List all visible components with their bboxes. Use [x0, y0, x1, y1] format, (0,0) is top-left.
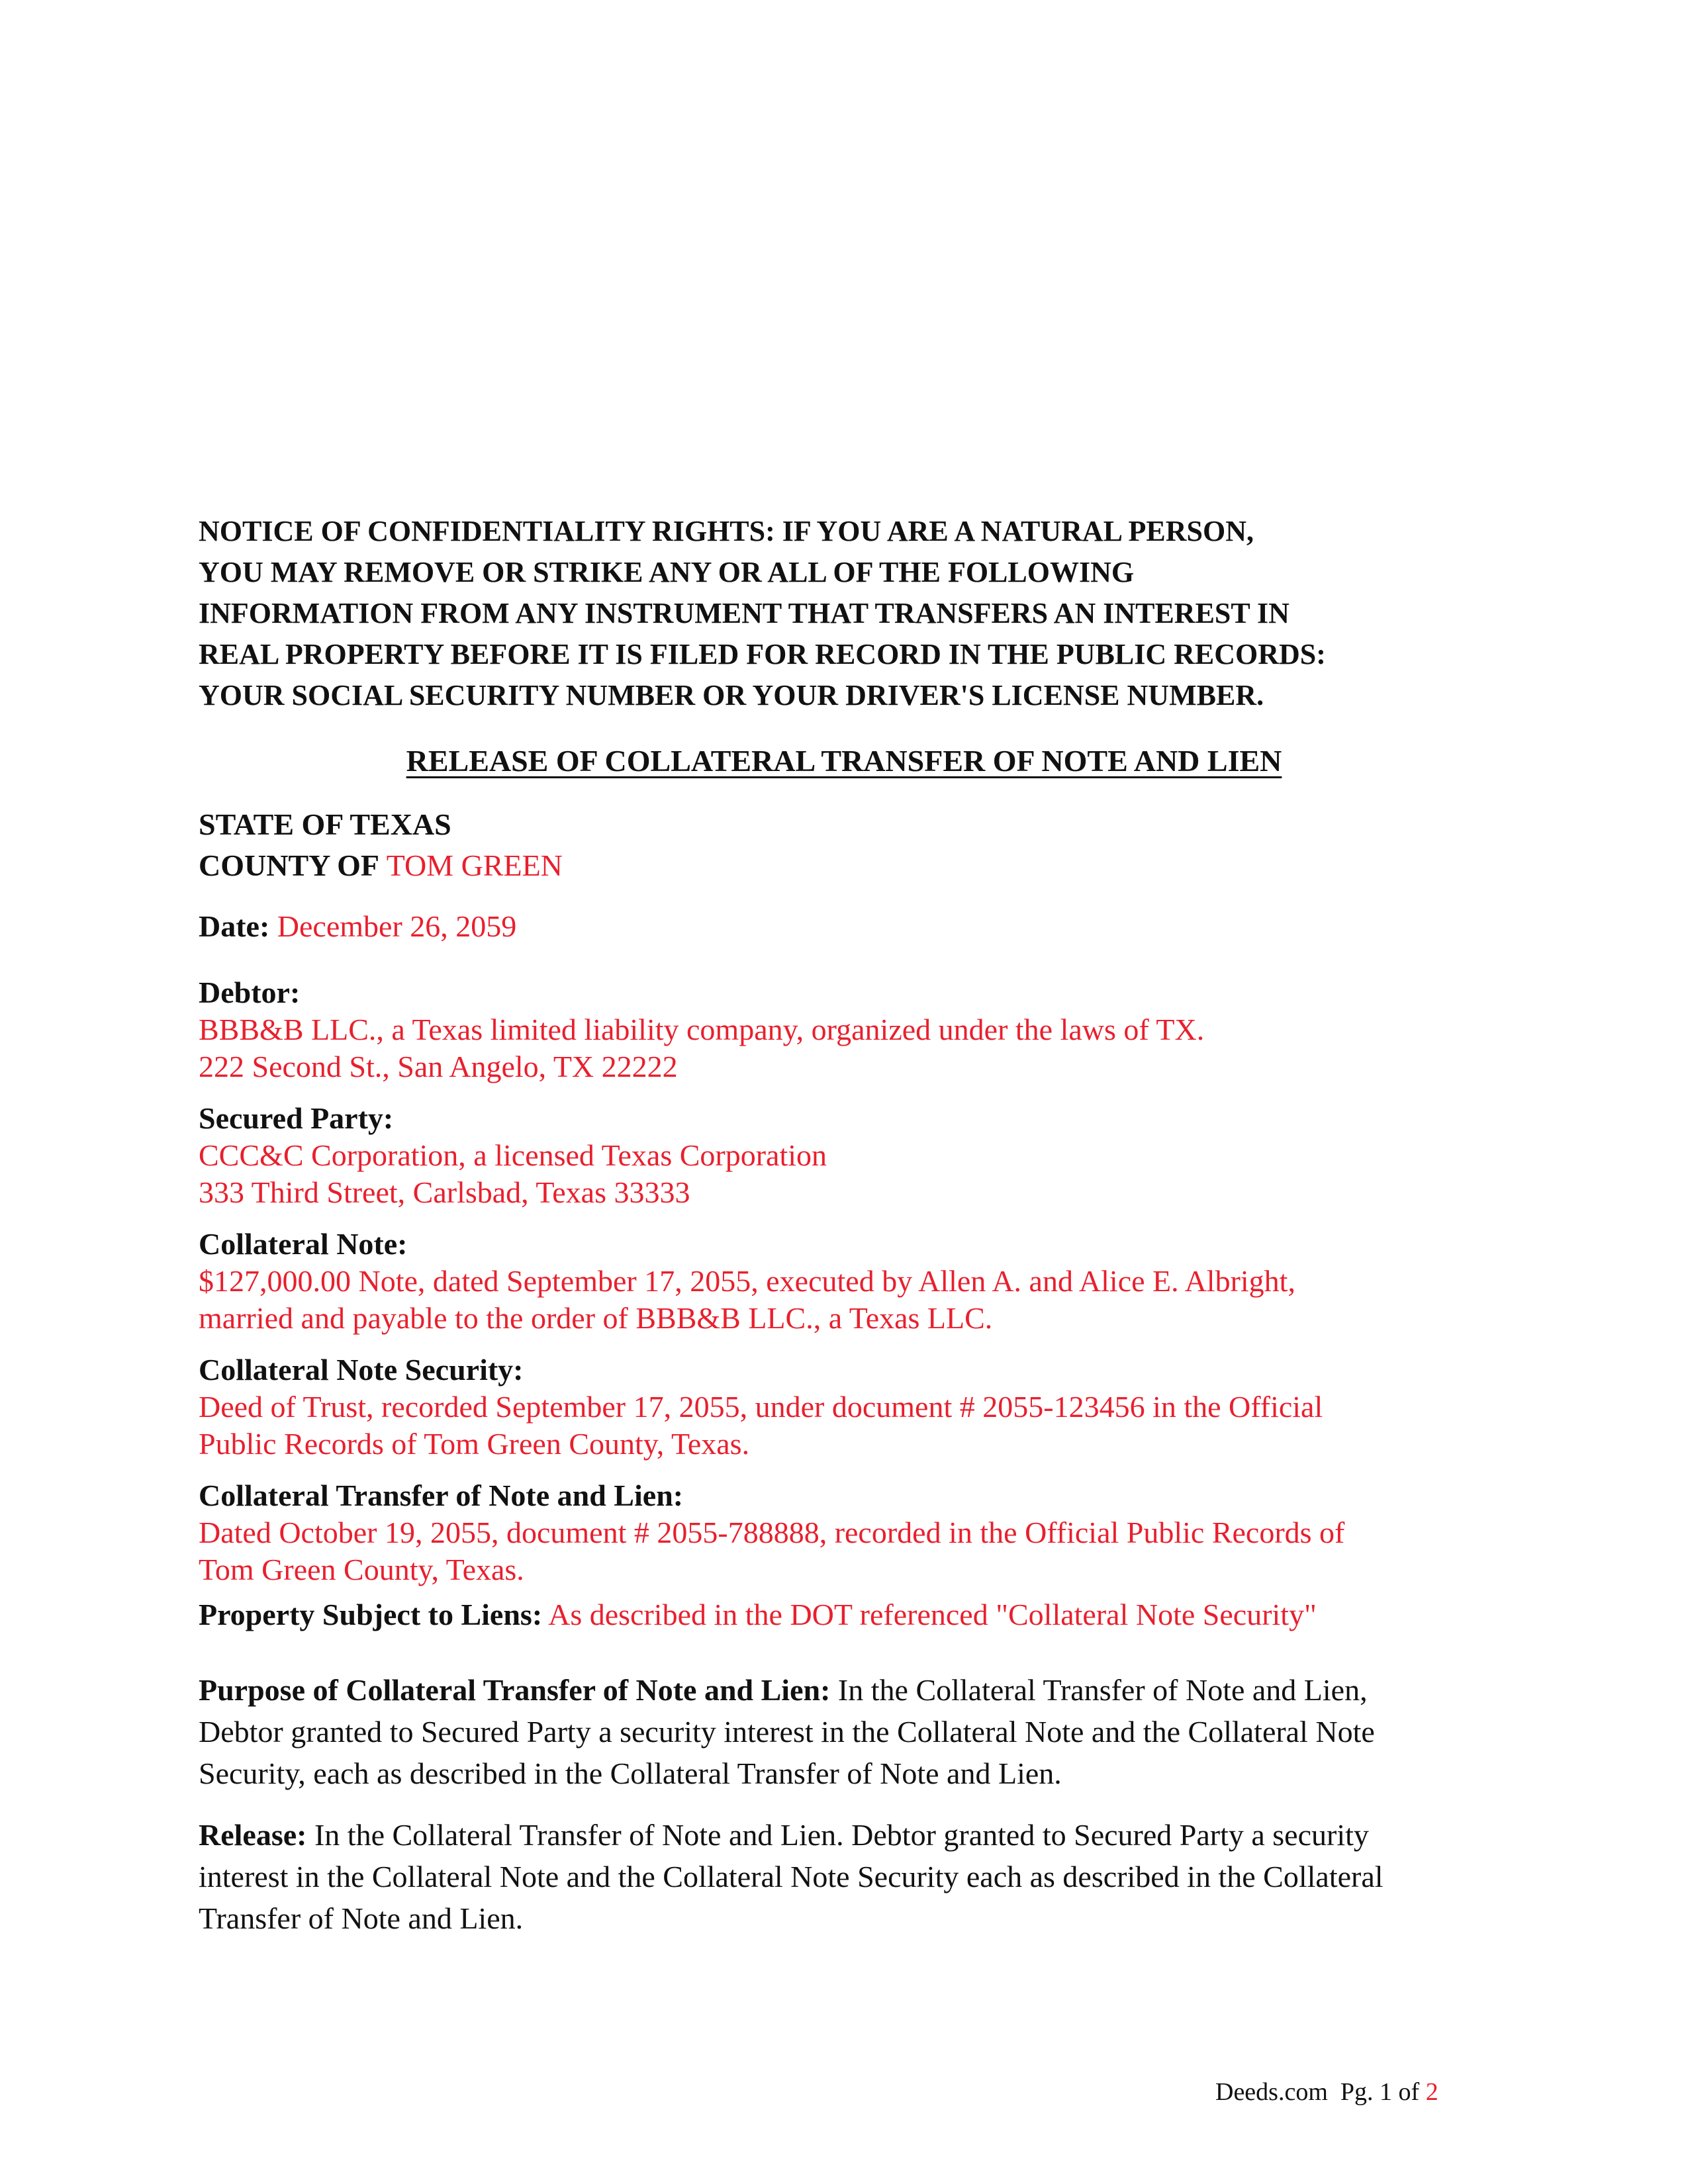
- footer-page-number: 1: [1380, 2078, 1393, 2106]
- release-first-line: [199, 1814, 1496, 1856]
- collateral-transfer-line: Dated October 19, 2055, document # 2055-788888, recorded in the Official Public Records of: [199, 1516, 1345, 1549]
- venue-block: [199, 804, 1496, 886]
- collateral-note-security-block: [199, 1351, 1496, 1463]
- purpose-paragraph: [199, 1669, 1496, 1794]
- notice-line: YOU MAY REMOVE OR STRIKE ANY OR ALL OF THE FOLLOWING: [199, 556, 1135, 588]
- collateral-note-security-label: Collateral Note Security:: [199, 1353, 524, 1387]
- collateral-note-line: $127,000.00 Note, dated September 17, 2055, executed by Allen A. and Alice E. Albright,: [199, 1264, 1295, 1298]
- secured-party-line: CCC&C Corporation, a licensed Texas Corporation: [199, 1138, 827, 1172]
- footer-site: Deeds.com: [1215, 2078, 1328, 2106]
- release-line: interest in the Collateral Note and the Collateral Note Security each as described in the Collateral: [199, 1860, 1383, 1893]
- purpose-first-line: [199, 1669, 1496, 1711]
- purpose-text: In the Collateral Transfer of Note and Lien,: [837, 1673, 1368, 1707]
- secured-party-block: [199, 1100, 1496, 1211]
- release-text: In the Collateral Transfer of Note and Lien. Debtor granted to Secured Party a security: [314, 1818, 1369, 1852]
- secured-party-label: Secured Party:: [199, 1101, 394, 1135]
- notice-line: REAL PROPERTY BEFORE IT IS FILED FOR RECORD IN THE PUBLIC RECORDS:: [199, 638, 1326, 670]
- purpose-line: Debtor granted to Secured Party a security interest in the Collateral Note and the Collateral Note: [199, 1715, 1375, 1749]
- collateral-transfer-block: [199, 1477, 1496, 1588]
- secured-party-line: 333 Third Street, Carlsbad, Texas 33333: [199, 1175, 690, 1209]
- state-line: STATE OF TEXAS: [199, 807, 451, 841]
- property-value: As described in the DOT referenced "Collateral Note Security": [548, 1598, 1317, 1631]
- release-label: Release:: [199, 1818, 307, 1852]
- notice-line: NOTICE OF CONFIDENTIALITY RIGHTS: IF YOU ARE A NATURAL PERSON,: [199, 515, 1254, 547]
- date-block: [199, 908, 1496, 945]
- document-title: RELEASE OF COLLATERAL TRANSFER OF NOTE AND LIEN: [406, 744, 1282, 778]
- date-value: December 26, 2059: [277, 909, 517, 943]
- date-label: Date:: [199, 909, 270, 943]
- release-line: Transfer of Note and Lien.: [199, 1901, 524, 1935]
- county-value: TOM GREEN: [386, 848, 563, 882]
- purpose-line: Security, each as described in the Collateral Transfer of Note and Lien.: [199, 1756, 1062, 1790]
- footer-page-prefix: Pg.: [1340, 2078, 1374, 2106]
- notice-line: YOUR SOCIAL SECURITY NUMBER OR YOUR DRIVER'S LICENSE NUMBER.: [199, 679, 1264, 711]
- debtor-label: Debtor:: [199, 976, 301, 1009]
- property-block: [199, 1596, 1496, 1633]
- page-footer: [1215, 2075, 1438, 2109]
- footer-of-label: of: [1398, 2078, 1420, 2106]
- collateral-note-security-line: Deed of Trust, recorded September 17, 2055, under document # 2055-123456 in the Official: [199, 1390, 1323, 1424]
- debtor-line: BBB&B LLC., a Texas limited liability company, organized under the laws of TX.: [199, 1013, 1205, 1046]
- collateral-transfer-label: Collateral Transfer of Note and Lien:: [199, 1479, 684, 1512]
- confidentiality-notice: [199, 511, 1523, 716]
- collateral-note-security-line: Public Records of Tom Green County, Texas.: [199, 1427, 750, 1461]
- collateral-transfer-line: Tom Green County, Texas.: [199, 1553, 524, 1586]
- notice-line: INFORMATION FROM ANY INSTRUMENT THAT TRANSFERS AN INTEREST IN: [199, 597, 1289, 629]
- collateral-note-label: Collateral Note:: [199, 1227, 408, 1261]
- release-paragraph: [199, 1814, 1496, 1939]
- purpose-label: Purpose of Collateral Transfer of Note and Lien:: [199, 1673, 831, 1707]
- property-label: Property Subject to Liens:: [199, 1598, 543, 1631]
- collateral-note-block: [199, 1226, 1496, 1337]
- footer-total-pages: 2: [1425, 2078, 1438, 2106]
- county-line: [199, 845, 1496, 886]
- debtor-line: 222 Second St., San Angelo, TX 22222: [199, 1050, 678, 1083]
- debtor-block: [199, 974, 1496, 1085]
- county-label: COUNTY OF: [199, 848, 380, 882]
- collateral-note-line: married and payable to the order of BBB&B LLC., a Texas LLC.: [199, 1301, 993, 1335]
